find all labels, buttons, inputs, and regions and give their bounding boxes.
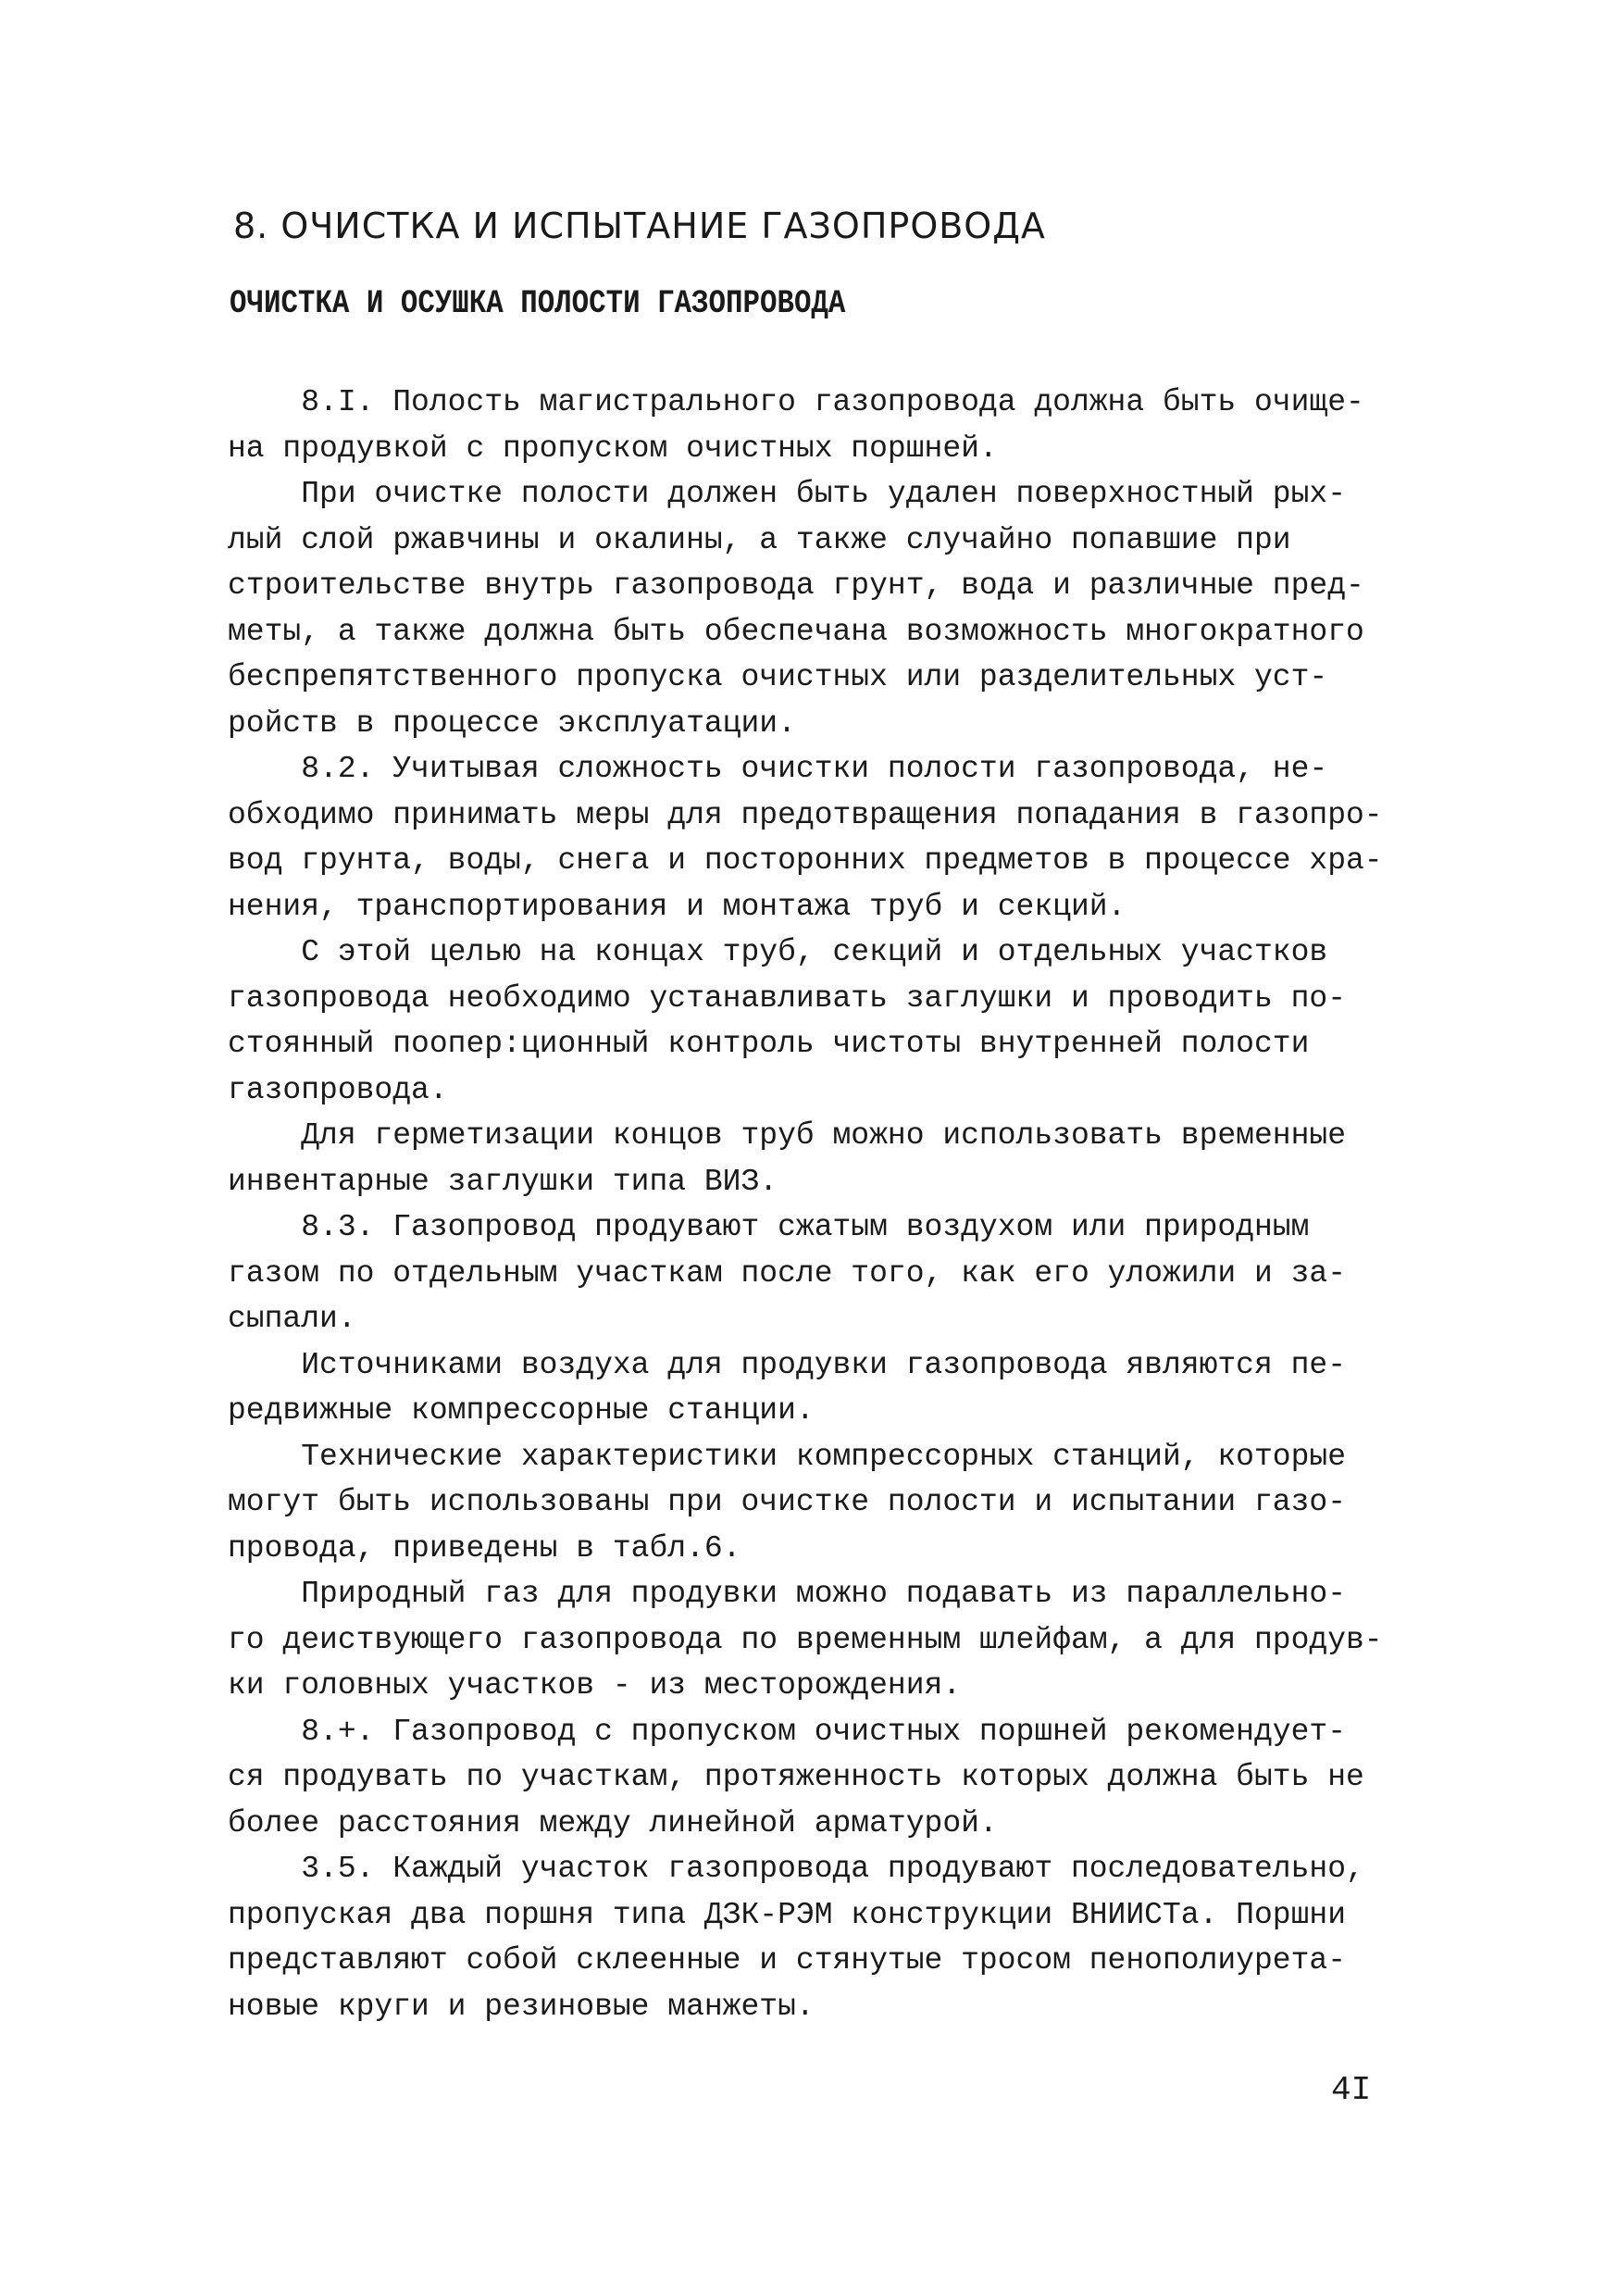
text-line: 8.+. Газопровод с пропуском очистных поршней рекомендует- <box>228 1714 1346 1749</box>
text-line: сыпали. <box>228 1302 356 1336</box>
text-line: газопровода необходимо устанавливать заглушки и проводить по- <box>228 980 1346 1016</box>
text-line: меты, а также должна быть обеспечана возможность многократного <box>228 614 1364 649</box>
text-line: на продувкой с пропуском очистных поршней. <box>228 430 998 466</box>
text-line: провода, приведены в табл.6. <box>228 1530 741 1566</box>
text-line: обходимо принимать меры для предотвращения попадания в газопро- <box>228 797 1383 832</box>
text-line: более расстояния между линейной арматурой. <box>228 1805 998 1841</box>
body-text <box>228 380 1383 2029</box>
text-line: Природный газ для продувки можно подавать из параллельно- <box>228 1577 1346 1611</box>
text-line: 8.2. Учитывая сложность очистки полости газопровода, не- <box>228 752 1328 786</box>
text-line: ройств в процессе эксплуатации. <box>228 705 796 741</box>
text-line: го деиствующего газопровода по временным шлейфам, а для продув- <box>228 1622 1383 1657</box>
text-line: лый слой ржавчины и окалины, а также случайно попавшие при <box>228 522 1291 557</box>
text-line: Источниками воздуха для продувки газопровода являются пе- <box>228 1347 1346 1382</box>
text-line: ки головных участков - из месторождения. <box>228 1668 962 1703</box>
text-line: С этой целью на концах труб, секций и отдельных участков <box>228 935 1328 969</box>
page-number: 4I <box>1331 2071 1372 2109</box>
text-line: газопровода. <box>228 1072 448 1107</box>
text-line: нения, транспортирования и монтажа труб и секций. <box>228 889 1126 924</box>
text-line: 8.3. Газопровод продувают сжатым воздухом или природным <box>228 1210 1310 1244</box>
text-line: стоянный поопер:ционный контроль чистоты внутренней полости <box>228 1027 1310 1061</box>
text-line: При очистке полости должен быть удален поверхностный рых- <box>228 477 1346 511</box>
text-line: новые круги и резиновые манжеты. <box>228 1989 815 2024</box>
text-line: беспрепятственного пропуска очистных или разделительных уст- <box>228 660 1328 694</box>
text-line: строительстве внутрь газопровода грунт, вода и различные пред- <box>228 568 1364 603</box>
subsection-title: ОЧИСТКА И ОСУШКА ПОЛОСТИ ГАЗОПРОВОДА <box>230 285 846 322</box>
text-line: могут быть использованы при очистке полости и испытании газо- <box>228 1485 1346 1519</box>
text-line: инвентарные заглушки типа ВИЗ. <box>228 1164 778 1199</box>
text-line: Технические характеристики компрессорных станций, которые <box>228 1439 1346 1474</box>
text-line: 3.5. Каждый участок газопровода продувают последовательно, <box>228 1852 1364 1886</box>
text-line: газом по отдельным участкам после того, как его уложили и за- <box>228 1255 1346 1291</box>
text-line: ся продувать по участкам, протяженность которых должна быть не <box>228 1760 1364 1794</box>
text-line: Для герметизации концов труб можно использовать временные <box>228 1118 1346 1153</box>
text-line: пропуская два поршня типа ДЗК-РЭМ конструкции ВНИИСТа. Поршни <box>228 1897 1346 1932</box>
text-line: вод грунта, воды, снега и посторонних предметов в процессе хра- <box>228 843 1383 878</box>
text-line: 8.I. Полость магистрального газопровода должна быть очище- <box>228 385 1364 419</box>
text-line: представляют собой склеенные и стянутые тросом пенополиурета- <box>228 1943 1346 1978</box>
text-line: редвижные компрессорные станции. <box>228 1393 815 1428</box>
section-title: 8. ОЧИСТКА И ИСПЫТАНИЕ ГАЗОПРОВОДА <box>233 206 1046 246</box>
